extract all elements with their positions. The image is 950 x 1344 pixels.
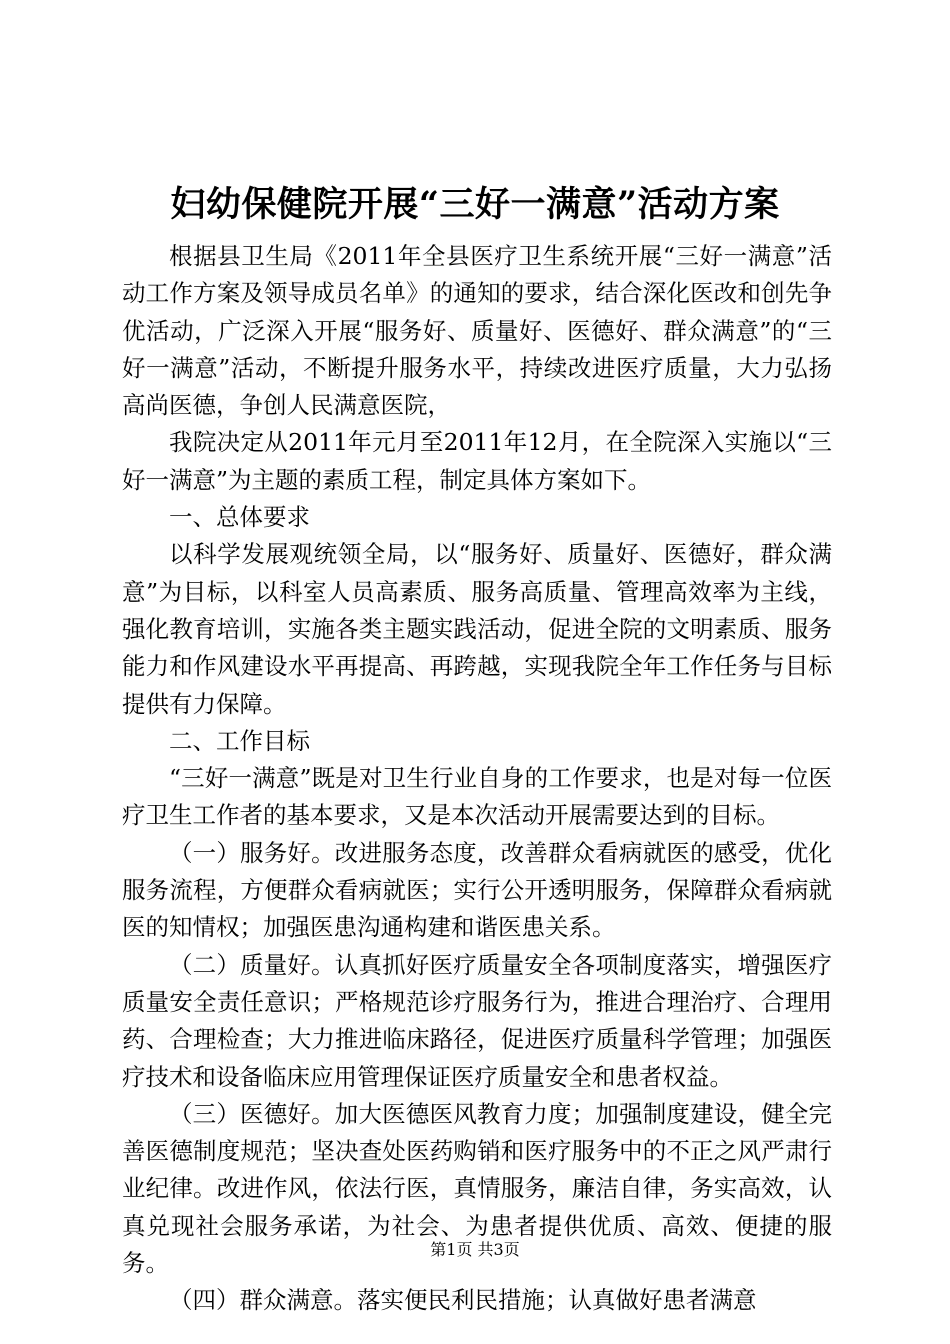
document-title: 妇幼保健院开展“三好一满意”活动方案 (170, 184, 780, 225)
heading-work-goals: 二、工作目标 (169, 726, 310, 755)
paragraph-general-requirements: 以科学发展观统领全局，以“服务好、质量好、医德好，群众满意”为目标，以科室人员高素质、服务高质量、管理高效率为主线，强化教育培训，实施各类主题实践活动，促进全院的文明素质、服务能力和作风建设水平再提高、再跨越，实现我院全年工作任务与目标提供有力保障。 (122, 540, 832, 718)
paragraph-public-satisfaction: （四）群众满意。落实便民利民措施；认真做好患者满意 (169, 1286, 757, 1315)
paragraph-decision: 我院决定从2011年元月至2011年12月，在全院深入实施以“三好一满意”为主题的素质工程，制定具体方案如下。 (122, 428, 832, 494)
paragraph-good-ethics: （三）医德好。加大医德医风教育力度；加强制度建设，健全完善医德制度规范；坚决查处医药购销和医疗服务中的不正之风严肃行业纪律。改进作风，依法行医，真情服务，廉洁自律，务实高效，认真兑现社会服务承诺，为社会、为患者提供优质、高效、便捷的服务。 (122, 1099, 832, 1278)
paragraph-good-service: （一）服务好。改进服务态度，改善群众看病就医的感受，优化服务流程，方便群众看病就医；实行公开透明服务，保障群众看病就医的知情权；加强医患沟通构建和谐医患关系。 (122, 838, 832, 942)
paragraph-intro: 根据县卫生局《2011年全县医疗卫生系统开展“三好一满意”活动工作方案及领导成员名单》的通知的要求，结合深化医改和创先争优活动，广泛深入开展“服务好、质量好、医德好、群众满意”的“三好一满意”活动，不断提升服务水平，持续改进医疗质量，大力弘扬高尚医德，争创人民满意医院， (122, 242, 832, 420)
paragraph-work-goals: “三好一满意”既是对卫生行业自身的工作要求，也是对每一位医疗卫生工作者的基本要求，又是本次活动开展需要达到的目标。 (122, 764, 832, 830)
heading-general-requirements: 一、总体要求 (169, 503, 310, 532)
paragraph-good-quality: （二）质量好。认真抓好医疗质量安全各项制度落实，增强医疗质量安全责任意识；严格规范诊疗服务行为，推进合理治疗、合理用药、合理检查；大力推进临床路径，促进医疗质量科学管理；加强医疗技术和设备临床应用管理保证医疗质量安全和患者权益。 (122, 950, 832, 1091)
page-footer: 第1页 共3页 (430, 1240, 520, 1259)
document-body (122, 238, 832, 1320)
